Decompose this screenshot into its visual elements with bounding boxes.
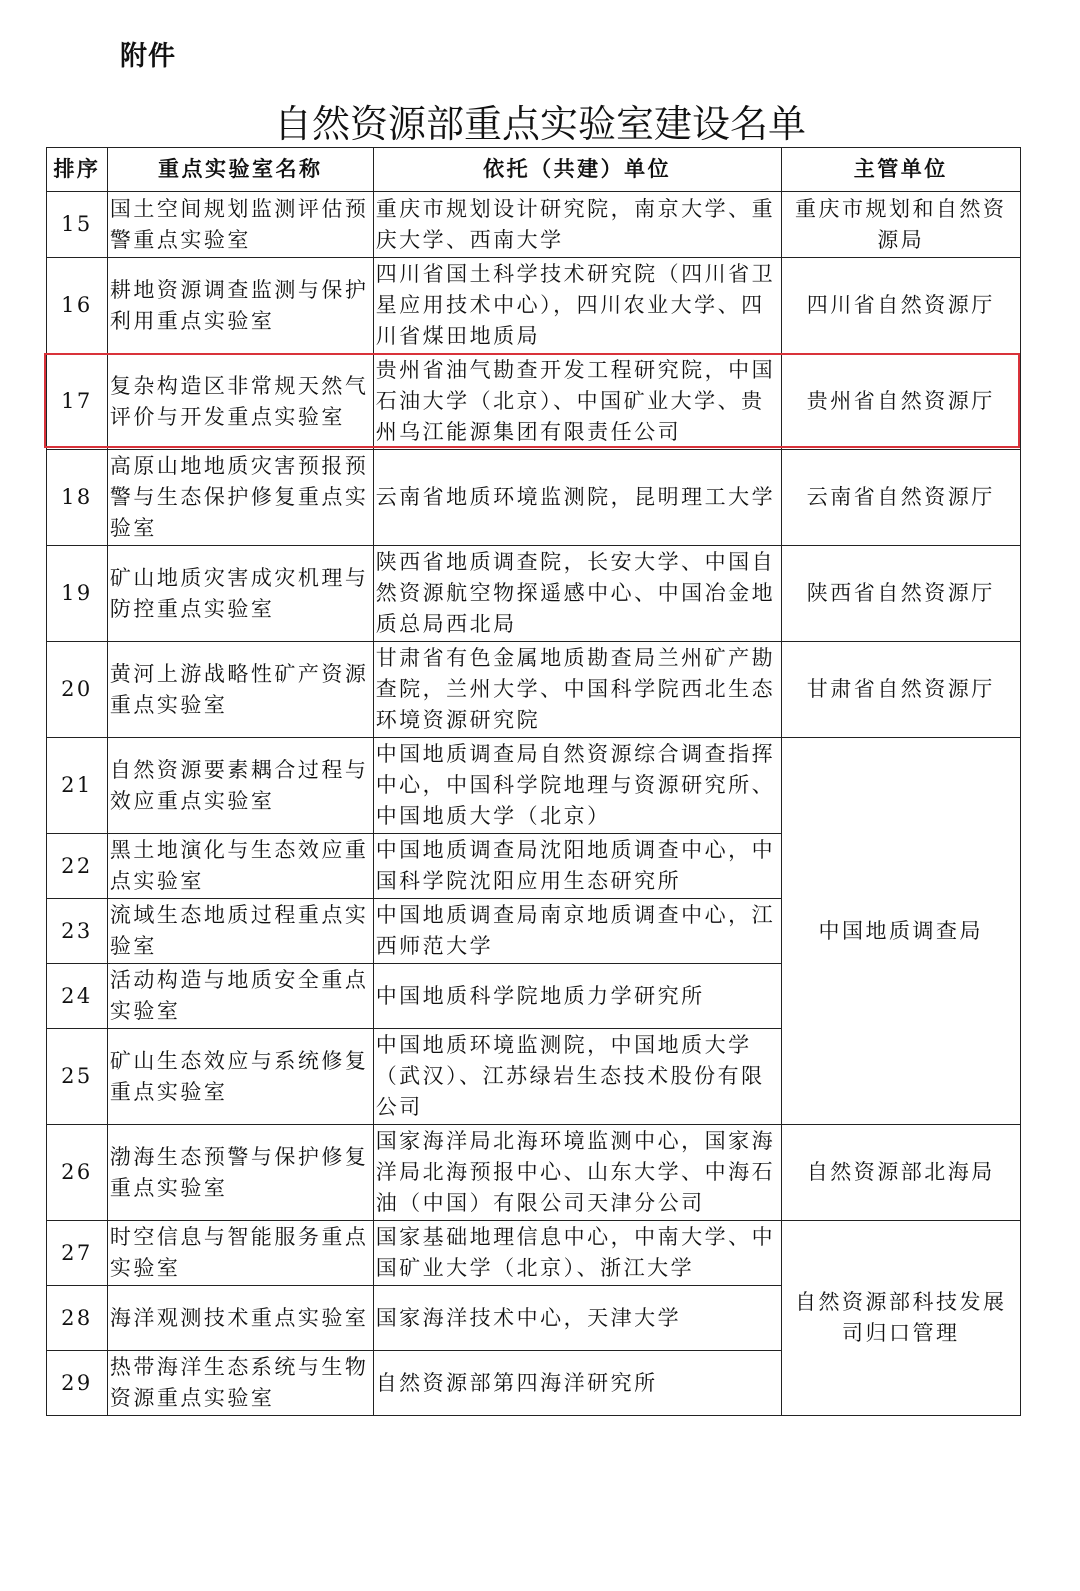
row-number: 17: [47, 354, 108, 450]
row-number: 29: [47, 1351, 108, 1416]
header-no: 排序: [47, 148, 108, 192]
supervisor-unit: 贵州省自然资源厅: [781, 354, 1020, 450]
table-row: [47, 192, 1021, 258]
host-unit: 甘肃省有色金属地质勘查局兰州矿产勘查院，兰州大学、中国科学院西北生态环境资源研究院: [373, 642, 781, 738]
table-row: [47, 258, 1021, 354]
row-number: 20: [47, 642, 108, 738]
lab-name: 热带海洋生态系统与生物资源重点实验室: [107, 1351, 373, 1416]
lab-name: 黄河上游战略性矿产资源重点实验室: [107, 642, 373, 738]
lab-name: 渤海生态预警与保护修复重点实验室: [107, 1125, 373, 1221]
row-number: 16: [47, 258, 108, 354]
supervisor-unit: 自然资源部科技发展司归口管理: [781, 1221, 1020, 1416]
row-number: 25: [47, 1029, 108, 1125]
supervisor-unit: 四川省自然资源厅: [781, 258, 1020, 354]
host-unit: 中国地质调查局自然资源综合调查指挥中心，中国科学院地理与资源研究所、中国地质大学（北京）: [373, 738, 781, 834]
table-row: [47, 546, 1021, 642]
lab-name: 活动构造与地质安全重点实验室: [107, 964, 373, 1029]
row-number: 28: [47, 1286, 108, 1351]
header-host-unit: 依托（共建）单位: [373, 148, 781, 192]
supervisor-unit: 云南省自然资源厅: [781, 450, 1020, 546]
table-row: [47, 1125, 1021, 1221]
row-number: 27: [47, 1221, 108, 1286]
host-unit: 重庆市规划设计研究院，南京大学、重庆大学、西南大学: [373, 192, 781, 258]
lab-name: 自然资源要素耦合过程与效应重点实验室: [107, 738, 373, 834]
row-number: 21: [47, 738, 108, 834]
lab-name: 矿山生态效应与系统修复重点实验室: [107, 1029, 373, 1125]
lab-name: 流域生态地质过程重点实验室: [107, 899, 373, 964]
lab-name: 耕地资源调查监测与保护利用重点实验室: [107, 258, 373, 354]
table-row: [47, 738, 1021, 834]
table-row: [47, 1221, 1021, 1286]
host-unit: 贵州省油气勘查开发工程研究院，中国石油大学（北京）、中国矿业大学、贵州乌江能源集团有限责任公司: [373, 354, 781, 450]
lab-name: 黑土地演化与生态效应重点实验室: [107, 834, 373, 899]
supervisor-unit: 陕西省自然资源厅: [781, 546, 1020, 642]
lab-name: 时空信息与智能服务重点实验室: [107, 1221, 373, 1286]
table-row: [47, 642, 1021, 738]
host-unit: 中国地质科学院地质力学研究所: [373, 964, 781, 1029]
lab-name: 复杂构造区非常规天然气评价与开发重点实验室: [107, 354, 373, 450]
row-number: 19: [47, 546, 108, 642]
host-unit: 中国地质调查局沈阳地质调查中心，中国科学院沈阳应用生态研究所: [373, 834, 781, 899]
header-lab-name: 重点实验室名称: [107, 148, 373, 192]
host-unit: 国家海洋技术中心，天津大学: [373, 1286, 781, 1351]
host-unit: 中国地质环境监测院，中国地质大学（武汉）、江苏绿岩生态技术股份有限公司: [373, 1029, 781, 1125]
supervisor-unit: 重庆市规划和自然资源局: [781, 192, 1020, 258]
document-title: 自然资源部重点实验室建设名单: [273, 102, 806, 146]
lab-list-table: [46, 147, 1021, 1416]
host-unit: 云南省地质环境监测院，昆明理工大学: [373, 450, 781, 546]
supervisor-unit: 中国地质调查局: [781, 738, 1020, 1125]
host-unit: 中国地质调查局南京地质调查中心，江西师范大学: [373, 899, 781, 964]
supervisor-unit: 自然资源部北海局: [781, 1125, 1020, 1221]
row-number: 23: [47, 899, 108, 964]
supervisor-unit: 甘肃省自然资源厅: [781, 642, 1020, 738]
table-row: [47, 450, 1021, 546]
table-row-highlighted: [47, 354, 1021, 450]
host-unit: 国家海洋局北海环境监测中心，国家海洋局北海预报中心、山东大学、中海石油（中国）有限公司天津分公司: [373, 1125, 781, 1221]
row-number: 18: [47, 450, 108, 546]
row-number: 22: [47, 834, 108, 899]
attachment-label: 附件: [120, 41, 176, 72]
row-number: 26: [47, 1125, 108, 1221]
host-unit: 陕西省地质调查院，长安大学、中国自然资源航空物探遥感中心、中国冶金地质总局西北局: [373, 546, 781, 642]
lab-name: 国土空间规划监测评估预警重点实验室: [107, 192, 373, 258]
host-unit: 国家基础地理信息中心，中南大学、中国矿业大学（北京）、浙江大学: [373, 1221, 781, 1286]
host-unit: 四川省国土科学技术研究院（四川省卫星应用技术中心），四川农业大学、四川省煤田地质局: [373, 258, 781, 354]
row-number: 24: [47, 964, 108, 1029]
header-supervisor: 主管单位: [781, 148, 1020, 192]
row-number: 15: [47, 192, 108, 258]
host-unit: 自然资源部第四海洋研究所: [373, 1351, 781, 1416]
lab-name: 高原山地地质灾害预报预警与生态保护修复重点实验室: [107, 450, 373, 546]
table-header-row: [47, 148, 1021, 192]
lab-name: 海洋观测技术重点实验室: [107, 1286, 373, 1351]
lab-name: 矿山地质灾害成灾机理与防控重点实验室: [107, 546, 373, 642]
